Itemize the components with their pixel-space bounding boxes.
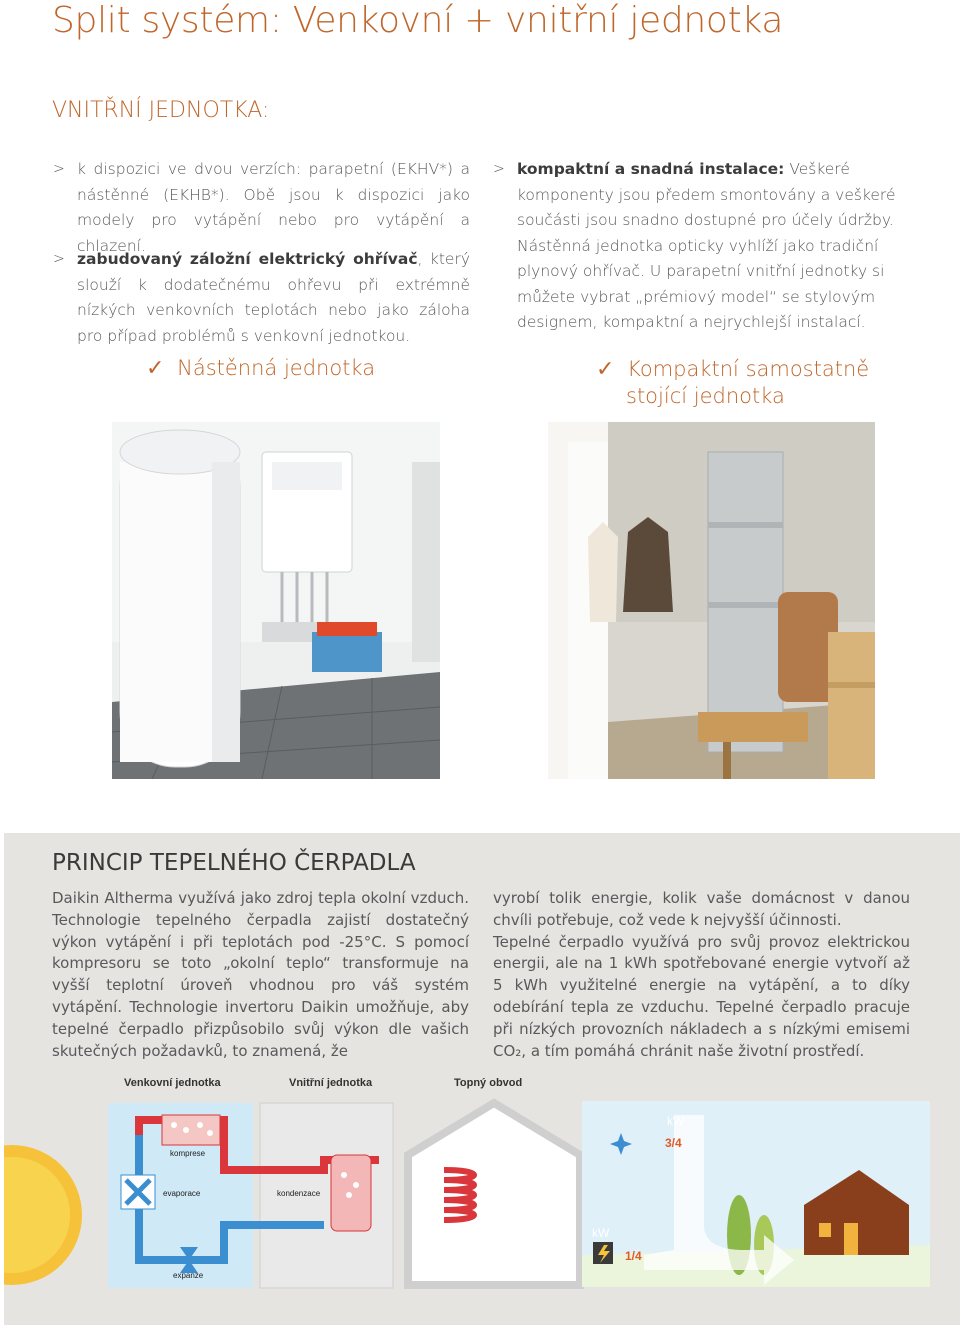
photo-wall-unit bbox=[112, 422, 440, 779]
label-ratio-top: 3/4 bbox=[665, 1136, 682, 1150]
principle-title: PRINCIP TEPELNÉHO ČERPADLA bbox=[52, 850, 416, 876]
bullet-text: , který slouží k dodatečnému ohřevu při extrémně nízkých venkovních teplotách nebo jako záloha pro případ problémů s venkovní jednotkou. bbox=[77, 250, 470, 345]
label-indoor-unit: Vnitřní jednotka bbox=[289, 1077, 373, 1089]
label-outdoor-unit: Venkovní jednotka bbox=[124, 1077, 221, 1089]
check-icon: ✓ bbox=[146, 356, 165, 381]
photo-floor-unit bbox=[548, 422, 875, 779]
caption-floor-unit: ✓ Kompaktní samostatně stojící jednotka bbox=[596, 357, 870, 408]
bullet-backup-heater: > zabudovaný záložní elektrický ohřívač, který slouží k dodatečnému ohřevu při extrémně nízkých venkovních teplotách nebo jako záloha pro případ problémů s venkovní jednotkou. bbox=[53, 250, 470, 345]
heat-pump-diagram bbox=[4, 1095, 960, 1320]
bullet-installation: > kompaktní a snadná instalace: Veškeré komponenty jsou předem smontovány a veškeré součásti jsou snadno dostupné pro účely údržby. Nástěnná jednotka opticky vyhlíží jako tradiční plynový ohřívač. U parapetní vnitřní jednotky si můžete vybrat „prémiový model“ se stylovým designem, kompaktní a nejrychlejší instalací. bbox=[493, 160, 896, 331]
section-subtitle: VNITŘNÍ JEDNOTKA: bbox=[52, 98, 270, 123]
bullet-versions: > k dispozici ve dvou verzích: parapetní (EKHV*) a nástěnné (EKHB*). Obě jsou k dispozici jako modely pro vytápění nebo pro vytápění a chlazení. bbox=[53, 160, 470, 255]
label-kondenzace: kondenzace bbox=[277, 1189, 321, 1198]
label-kw-top: kW bbox=[667, 1114, 685, 1128]
label-evaporace: evaporace bbox=[163, 1189, 201, 1198]
label-ratio-bottom: 1/4 bbox=[625, 1249, 642, 1263]
floor-unit-illustration bbox=[548, 422, 875, 779]
fan-icon bbox=[121, 1175, 155, 1209]
check-icon: ✓ bbox=[596, 357, 615, 382]
principle-text-col2-para2: Tepelné čerpadlo využívá pro svůj provoz elektrickou energii, ale na 1 kWh spotřebované energie vytvoří až 5 kWh využitelné energie na vytápění, a to díky odebírání tepla ze vzduchu. Tepelné čerpadlo pracuje při nízkých provozních nákladech a s nízkými emisemi CO₂, a tím pomáhá chránit naše životní prostředí. bbox=[493, 932, 910, 1060]
bullet-bold: zabudovaný záložní elektrický ohřívač bbox=[77, 250, 418, 268]
principle-text-col2 bbox=[493, 888, 910, 1062]
wall-unit-illustration bbox=[112, 422, 440, 779]
bullet-text: k dispozici ve dvou verzích: parapetní (EKHV*) a nástěnné (EKHB*). Obě jsou k dispozici jako modely pro vytápění nebo pro vytápění a chlazení. bbox=[77, 160, 470, 255]
page-title: Split systém: Venkovní + vnitřní jednotka bbox=[52, 0, 784, 41]
label-kw-bottom: kW bbox=[592, 1226, 610, 1240]
label-komprese: komprese bbox=[170, 1149, 206, 1158]
lightning-icon bbox=[593, 1242, 613, 1264]
caption-wall-unit: ✓ Nástěnná jednotka bbox=[146, 356, 376, 381]
bullet-bold: kompaktní a snadná instalace: bbox=[517, 160, 785, 178]
label-heating-circuit: Topný obvod bbox=[454, 1077, 523, 1089]
principle-text-col2-para1: vyrobí tolik energie, kolik vaše domácnost v danou chvíli potřebuje, což vede k nejvyšší účinnosti. bbox=[493, 889, 910, 929]
bullet-text: Veškeré komponenty jsou předem smontovány a veškeré součásti jsou snadno dostupné pro účely údržby. Nástěnná jednotka opticky vyhlíží jako tradiční plynový ohřívač. U parapetní vnitřní jednotky si můžete vybrat „prémiový model“ se stylovým designem, kompaktní a nejrychlejší instalací. bbox=[517, 160, 896, 331]
sun-icon bbox=[4, 1145, 82, 1285]
principle-text-col1: Daikin Altherma využívá jako zdroj tepla okolní vzduch. Technologie tepelného čerpadla zajistí dostatečný výkon vytápění i při teplotách pod -25°C. S pomocí kompresoru se toto „okolní teplo“ transformuje na vyšší teplotní úroveň vhodnou pro váš systém vytápění. Technologie invertoru Daikin umožňuje, aby tepelné čerpadlo přizpůsobilo svůj výkon dle vašich skutečných požadavků, to znamená, že bbox=[52, 889, 469, 1060]
label-expanze: expanze bbox=[173, 1271, 204, 1280]
